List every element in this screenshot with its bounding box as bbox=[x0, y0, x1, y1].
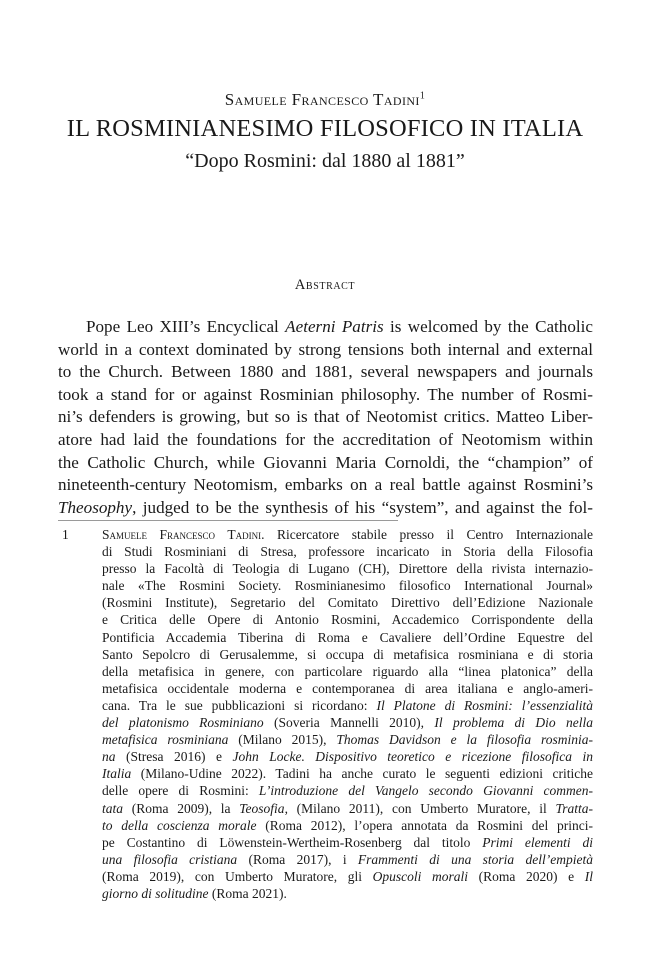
abstract-line: took a stand for or against Rosminian philosophy. The number of Rosmi- bbox=[58, 384, 593, 404]
footnote-line: nale «The Rosmini Society. Rosminianesimo filosofico International Journal» bbox=[102, 578, 593, 594]
abstract-line: nineteenth-century Neotomism, embarks on a real battle against Rosmini’s bbox=[58, 475, 593, 495]
author-footnote-ref[interactable]: 1 bbox=[419, 90, 426, 102]
footnote-line: e Critica delle Opere di Antonio Rosmini, Accademico Corrispondente della bbox=[102, 612, 593, 628]
footnote-line: tata (Roma 2009), la Teosofia, (Milano 2011), con Umberto Muratore, il Tratta- bbox=[102, 800, 593, 816]
abstract-body bbox=[58, 316, 593, 519]
abstract-line: Theosophy, judged to be the synthesis of his “system”, and against the fol- bbox=[58, 497, 593, 517]
footnote-line: della metafisica in genere, con particolare riguardo alla “linea platonica” della bbox=[102, 663, 593, 679]
author-name: Samuele Francesco Tadini bbox=[224, 90, 420, 109]
footnote-body bbox=[102, 526, 593, 902]
abstract-line: to the Church. Between 1880 and 1881, several newspapers and journals bbox=[58, 362, 593, 382]
footnote-line: cana. Tra le sue pubblicazioni si ricordano: Il Platone di Rosmini: l’essenzialità bbox=[102, 697, 593, 713]
footnote-number: 1 bbox=[62, 527, 69, 542]
abstract-line: world in a context dominated by strong tensions both internal and external bbox=[58, 339, 593, 359]
footnote-separator bbox=[58, 520, 398, 521]
abstract-line: ni’s defenders is growing, but so is that of Neotomist critics. Matteo Liber- bbox=[58, 407, 593, 427]
footnote-line: presso la Facoltà di Teologia di Lugano (CH), Direttore della rivista internazio- bbox=[102, 561, 593, 577]
author-line bbox=[0, 90, 650, 110]
paper-subtitle: “Dopo Rosmini: dal 1880 al 1881” bbox=[185, 150, 465, 172]
footnote-line: (Roma 2019), con Umberto Muratore, gli Opuscoli morali (Roma 2020) e Il bbox=[102, 868, 593, 884]
footnote-line: (Rosmini Institute), Segretario del Comitato Direttivo dell’Edizione Nazionale bbox=[102, 595, 593, 611]
paper-title: IL ROSMINIANESIMO FILOSOFICO IN ITALIA bbox=[66, 115, 584, 142]
footnote-line: Samuele Francesco Tadini. Ricercatore stabile presso il Centro Internazionale bbox=[102, 527, 594, 542]
abstract-line: Pope Leo XIII’s Encyclical Aeterni Patris is welcomed by the Catholic bbox=[86, 317, 593, 336]
footnote-line: una filosofia cristiana (Roma 2017), i Frammenti di una storia dell’empietà bbox=[102, 851, 593, 867]
footnote-line: del platonismo Rosminiano (Soveria Mannelli 2010), Il problema di Dio nella bbox=[102, 715, 593, 731]
footnote-line: metafisica rosminiana (Milano 2015), Thomas Davidson e la filosofia rosminia- bbox=[102, 732, 593, 748]
footnote-line: giorno di solitudine (Roma 2021). bbox=[102, 885, 287, 901]
abstract-line: the Catholic Church, while Giovanni Maria Cornoldi, the “champion” of bbox=[58, 452, 593, 472]
footnote-line: to della coscienza morale (Roma 2012), l’opera annotata da Rosmini del princi- bbox=[102, 817, 593, 833]
footnote-line: di Studi Rosminiani di Stresa, professore incaricato in Storia della Filosofia bbox=[102, 544, 593, 560]
footnote-line: Italia (Milano-Udine 2022). Tadini ha anche curato le seguenti edizioni critiche bbox=[102, 766, 593, 782]
abstract-line: atore had laid the foundations for the accreditation of Neotomism within bbox=[58, 429, 593, 449]
footnote-line: Santo Sepolcro di Gerusalemme, si occupa di metafisica rosminiana e di storia bbox=[102, 646, 593, 662]
footnote-line: na (Stresa 2016) e John Locke. Dispositivo teoretico e ricezione filosofica in bbox=[102, 749, 593, 765]
footnote-line: Pontificia Accademia Tiberina di Roma e Cavaliere dell’Ordine Equestre del bbox=[102, 629, 593, 645]
footnote-line: pe Costantino di Löwenstein-Wertheim-Rosenberg dal titolo Primi elementi di bbox=[102, 834, 594, 850]
footnote-line: delle opere di Rosmini: L’introduzione del Vangelo secondo Giovanni commen- bbox=[102, 783, 593, 799]
abstract-heading: Abstract bbox=[294, 277, 356, 293]
footnote-line: metafisica occidentale moderna e contemporanea di area italiana e anglo-ameri- bbox=[102, 680, 593, 696]
